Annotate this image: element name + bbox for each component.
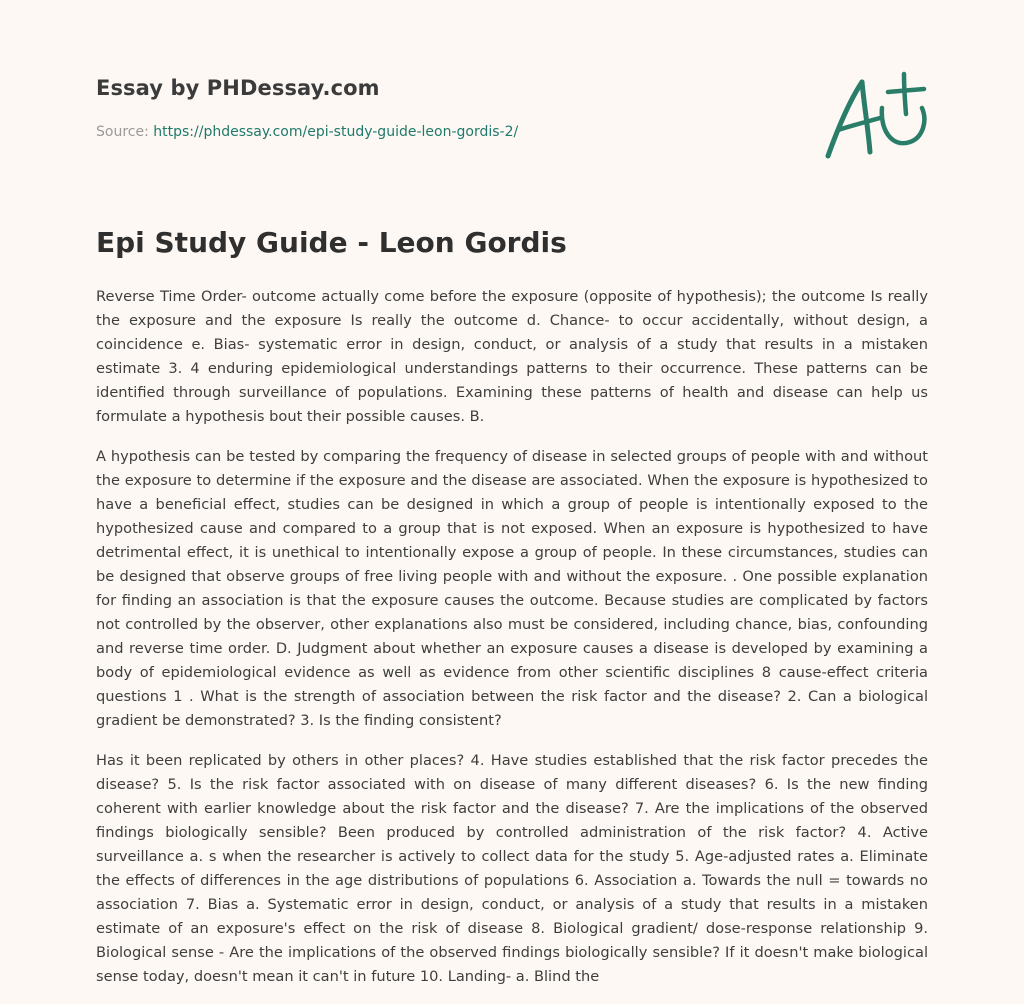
paragraph: Has it been replicated by others in other places? 4. Have studies established that the risk factor precedes the disease? 5. Is the risk factor associated with on disease of many different diseases? 6. Is the new finding coherent with earlier knowledge about the risk factor and the disease? 7. Are the implications of the observed findings biologically sensible? Been produced by controlled administration of the risk factor? 4. Active surveillance a. s when the researcher is actively to collect data for the study 5. Age-adjusted rates a. Eliminate the effects of differences in the age distributions of populations 6. Association a. Towards the null = towards no association 7. Bias a. Systematic error in design, conduct, or analysis of a study that results in a mistaken estimate of an exposure's effect on the risk of disease 8. Biological gradient/ dose-response relationship 9. Biological sense - Are the implications of the observed findings biologically sensible? If it doesn't make biological sense today, doesn't mean it can't in future 10. Landing- a. Blind the xyxy=(96,752,928,985)
article-body xyxy=(96,285,928,1004)
logo-plus-vertical xyxy=(904,74,906,114)
site-brand: Essay by PHDessay.com xyxy=(96,76,380,100)
source-line xyxy=(96,124,518,140)
source-label: Source: xyxy=(96,124,149,140)
paragraph: A hypothesis can be tested by comparing the frequency of disease in selected groups of people with and without the exposure to determine if the exposure and the disease are associated. When the exposure is hypothesized to have a beneficial effect, studies can be designed in which a group of people is intentionally exposed to the hypothesized cause and compared to a group that is not exposed. When an exposure is hypothesized to have detrimental effect, it is unethical to intentionally expose a group of people. In these circumstances, studies can be designed that observe groups of free living people with and without the exposure. . One possible explanation for finding an association is that the exposure causes the outcome. Because studies are complicated by factors not controlled by the observer, other explanations also must be considered, including chance, bias, confounding and reverse time order. D. Judgment about whether an exposure causes a disease is developed by examining a body of epidemiological evidence as well as evidence from other scientific disciplines 8 cause-effect criteria questions 1 . What is the strength of association between the risk factor and the disease? 2. Can a biological gradient be demonstrated? 3. Is the finding consistent? xyxy=(96,448,928,729)
logo-a-right-stroke xyxy=(862,82,870,152)
logo-plus-horizontal xyxy=(888,89,924,92)
a-plus-logo-icon xyxy=(818,68,930,164)
paragraph: Reverse Time Order- outcome actually come before the exposure (opposite of hypothesis); the outcome Is really the exposure and the exposure Is really the outcome d. Chance- to occur accidentally, without design, a coincidence e. Bias- systematic error in design, conduct, or analysis of a study that results in a mistaken estimate 3. 4 enduring epidemiological understandings patterns to their occurrence. These patterns can be identified through surveillance of populations. Examining these patterns of health and disease can help us formulate a hypothesis bout their possible causes. B. xyxy=(96,288,928,425)
source-link[interactable]: https://phdessay.com/epi-study-guide-leon-gordis-2/ xyxy=(153,124,519,140)
logo-swoosh xyxy=(882,108,925,143)
page-title: Epi Study Guide - Leon Gordis xyxy=(96,226,567,259)
logo-a-left-stroke xyxy=(828,82,862,156)
